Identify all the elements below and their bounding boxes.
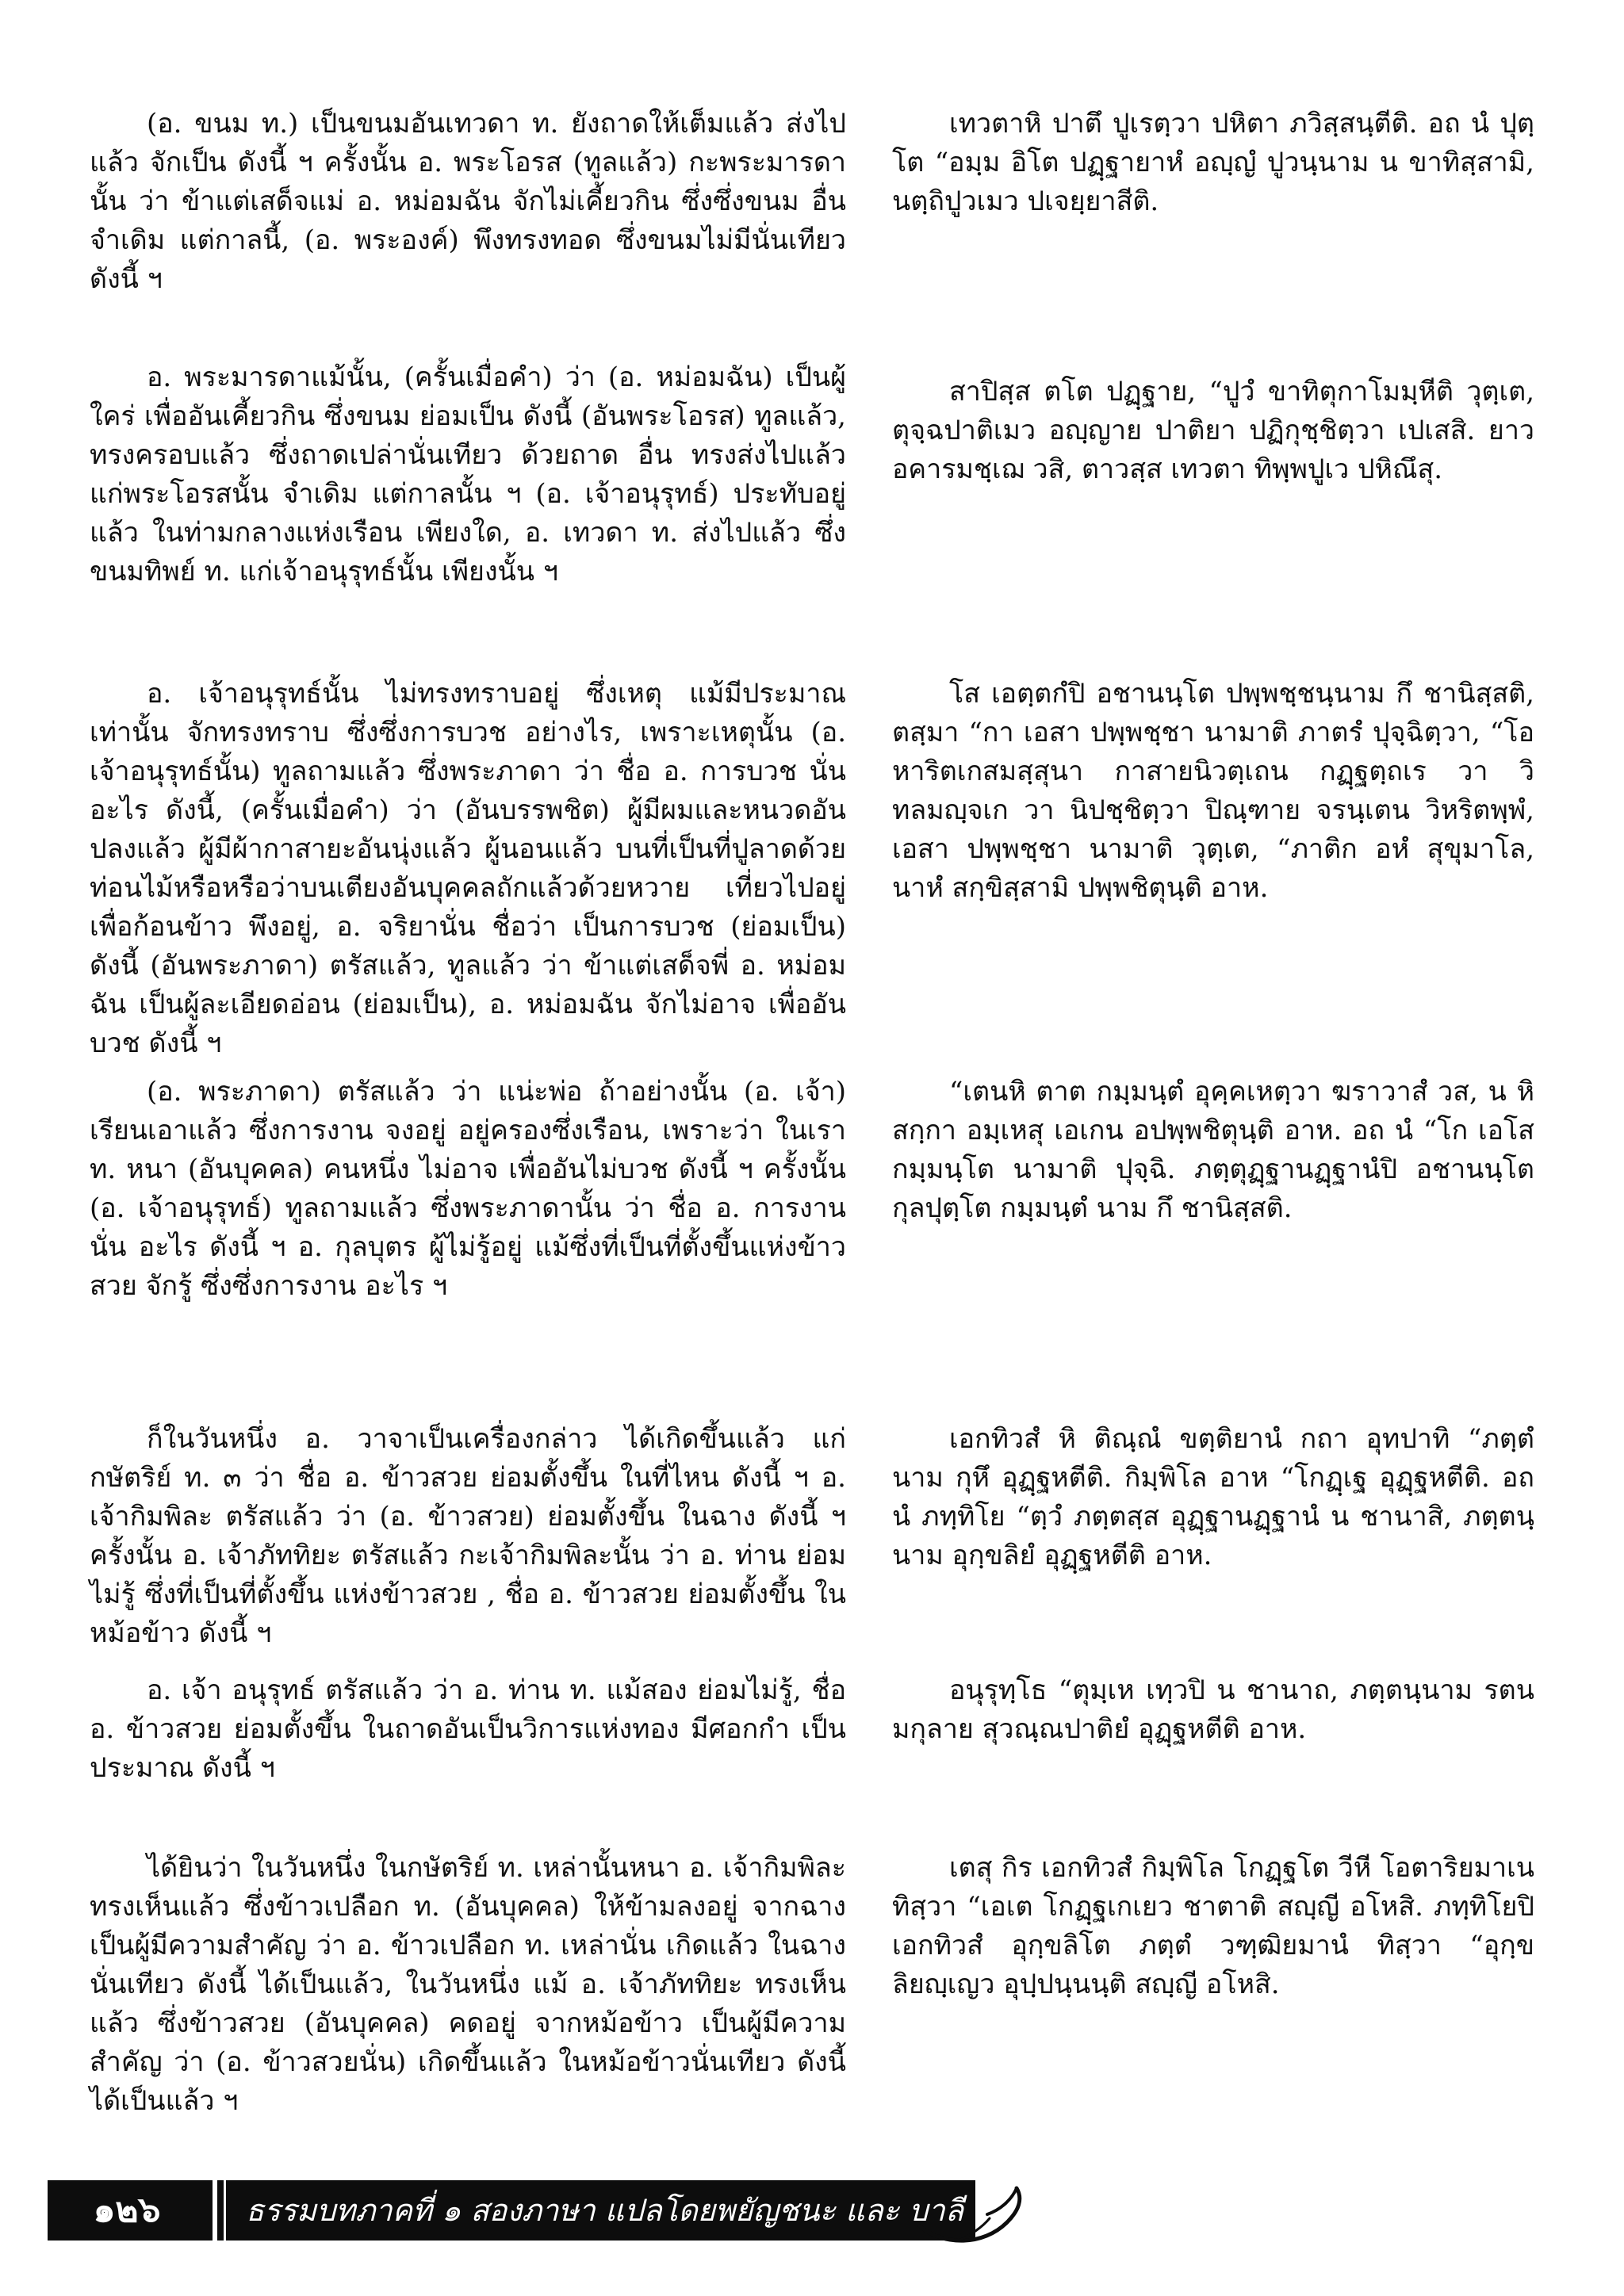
paragraph: อ. เจ้า อนุรุทธ์ ตรัสแล้ว ว่า อ. ท่าน ท. แม้สอง ย่อมไม่รู้, ชื่อ อ. ข้าวสวย ย่อมตั้งขึ้น ในถาดอันเป็นวิการแห่งทอง มีศอกกำ เป็นประมาณ ดังนี้ ฯ <box>90 1674 846 1784</box>
ornament-icon <box>912 2179 1031 2250</box>
paragraph: โส เอตฺตกํปิ อชานนฺโต ปพฺพชฺชนฺนาม กึ ชานิสฺสติ, ตสฺมา “กา เอสา ปพฺพชฺชา นามาติ ภาตรํ ปุจฺฉิตฺวา, “โอหาริตเกสมสฺสุนา กาสายนิวตฺเถน กฏฺฐตฺถเร วา วิทลมญฺจเก วา นิปชฺชิตฺวา ปิณฺฑาย จรนฺเตน วิหริตพฺพํ, เอสา ปพฺพชฺชา นามาติ วุตฺเต, “ภาติก อหํ สุขุมาโล, นาหํ สกฺขิสฺสามิ ปพฺพชิตุนฺติ อาห. <box>892 678 1534 904</box>
paragraph: สาปิสฺส ตโต ปฏฺฐาย, “ปูวํ ขาทิตุกาโมมฺหีติ วุตฺเต, ตุจฺฉปาติเมว อญฺญาย ปาติยา ปฏิกุชฺชิตฺวา เปเสสิ. ยาว อคารมชฺเฌ วสิ, ตาวสฺส เทวตา ทิพฺพปูเว ปหิณึสุ. <box>892 376 1534 485</box>
page-number: ๑๒๖ <box>93 2190 161 2230</box>
running-title: ธรรมบทภาคที่ ๑ สองภาษา แปลโดยพยัญชนะ และ บาลี <box>246 2193 964 2228</box>
paragraph: ก็ในวันหนึ่ง อ. วาจาเป็นเครื่องกล่าว ได้เกิดขึ้นแล้ว แก่กษัตริย์ ท. ๓ ว่า ชื่อ อ. ข้าวสวย ย่อมตั้งขึ้น ในที่ไหน ดังนี้ ฯ อ. เจ้ากิมพิละ ตรัสแล้ว ว่า (อ. ข้าวสวย) ย่อมตั้งขึ้น ในฉาง ดังนี้ ฯ ครั้งนั้น อ. เจ้าภัททิยะ ตรัสแล้ว กะเจ้ากิมพิละนั้น ว่า อ. ท่าน ย่อมไม่รู้ ซึ่งที่เป็นที่ตั้งขึ้น แห่งข้าวสวย , ชื่อ อ. ข้าวสวย ย่อมตั้งขึ้น ในหม้อข้าว ดังนี้ ฯ <box>90 1423 846 1649</box>
paragraph: อนุรุทฺโธ “ตุมฺเห เทฺวปิ น ชานาถ, ภตฺตนฺนาม รตนมกุลาย สุวณฺณปาติยํ อุฏฺฐหตีติ อาห. <box>892 1674 1534 1745</box>
paragraph: ได้ยินว่า ในวันหนึ่ง ในกษัตริย์ ท. เหล่านั้นหนา อ. เจ้ากิมพิละ ทรงเห็นแล้ว ซึ่งข้าวเปลือก ท. (อันบุคคล) ให้ข้ามลงอยู่ จากฉาง เป็นผู้มีความสำคัญ ว่า อ. ข้าวเปลือก ท. เหล่านั่น เกิดแล้ว ในฉาง นั่นเทียว ดังนี้ ได้เป็นแล้ว, ในวันหนึ่ง แม้ อ. เจ้าภัททิยะ ทรงเห็นแล้ว ซึ่งข้าวสวย (อันบุคคล) คดอยู่ จากหม้อข้าว เป็นผู้มีความสำคัญ ว่า (อ. ข้าวสวยนั่น) เกิดขึ้นแล้ว ในหม้อข้าวนั่นเทียว ดังนี้ ได้เป็นแล้ว ฯ <box>90 1852 846 2117</box>
footer-divider <box>224 2180 226 2241</box>
paragraph: อ. เจ้าอนุรุทธ์นั้น ไม่ทรงทราบอยู่ ซึ่งเหตุ แม้มีประมาณเท่านั้น จักทรงทราบ ซึ่งซึ่งการบวช อย่างไร, เพราะเหตุนั้น (อ. เจ้าอนุรุทธ์นั้น) ทูลถามแล้ว ซึ่งพระภาดา ว่า ชื่อ อ. การบวช นั่น อะไร ดังนี้, (ครั้นเมื่อคำ) ว่า (อันบรรพชิต) ผู้มีผมและหนวดอันปลงแล้ว ผู้มีผ้ากาสายะอันนุ่งแล้ว ผู้นอนแล้ว บนที่เป็นที่ปูลาดด้วยท่อนไม้หรือหรือว่าบนเตียงอันบุคคลถักแล้วด้วยหวาย เที่ยวไปอยู่ เพื่อก้อนข้าว พึงอยู่, อ. จริยานั่น ชื่อว่า เป็นการบวช (ย่อมเป็น) ดังนี้ (อันพระภาดา) ตรัสแล้ว, ทูลแล้ว ว่า ข้าแต่เสด็จพี่ อ. หม่อมฉัน เป็นผู้ละเอียดอ่อน (ย่อมเป็น), อ. หม่อมฉัน จักไม่อาจ เพื่ออันบวช ดังนี้ ฯ <box>90 678 847 1059</box>
paragraph: (อ. พระภาดา) ตรัสแล้ว ว่า แน่ะพ่อ ถ้าอย่างนั้น (อ. เจ้า) เรียนเอาแล้ว ซึ่งการงาน จงอยู่ อยู่ครองซึ่งเรือน, เพราะว่า ในเรา ท. หนา (อันบุคคล) คนหนึ่ง ไม่อาจ เพื่ออันไม่บวช ดังนี้ ฯ ครั้งนั้น (อ. เจ้าอนุรุทธ์) ทูลถามแล้ว ซึ่งพระภาดานั้น ว่า ชื่อ อ. การงาน นั่น อะไร ดังนี้ ฯ อ. กุลบุตร ผู้ไม่รู้อยู่ แม้ซึ่งที่เป็นที่ตั้งขึ้นแห่งข้าวสวย จักรู้ ซึ่งซึ่งการงาน อะไร ฯ <box>90 1076 846 1302</box>
paragraph: (อ. ขนม ท.) เป็นขนมอันเทวดา ท. ยังถาดให้เต็มแล้ว ส่งไปแล้ว จักเป็น ดังนี้ ฯ ครั้งนั้น อ. พระโอรส (ทูลแล้ว) กะพระมารดานั้น ว่า ข้าแต่เสด็จแม่ อ. หม่อมฉัน จักไม่เคี้ยวกิน ซึ่งซึ่งขนม อื่น จำเดิม แต่กาลนี้, (อ. พระองค์) พึงทรงทอด ซึ่งขนมไม่มีนั่นเทียว ดังนี้ ฯ <box>90 108 846 295</box>
paragraph: เตสุ กิร เอกทิวสํ กิมฺพิโล โกฏฺฐโต วีหี โอตาริยมาเน ทิสฺวา “เอเต โกฏฺฐเกเยว ชาตาติ สญฺญี อโหสิ. ภทฺทิโยปิ เอกทิวสํ อุกฺขลิโต ภตฺตํ วฑฺฒิยมานํ ทิสฺวา “อุกฺขลิยญฺเญว อุปฺปนฺนนฺติ สญฺญี อโหสิ. <box>892 1852 1534 2000</box>
paragraph: อ. พระมารดาแม้นั้น, (ครั้นเมื่อคำ) ว่า (อ. หม่อมฉัน) เป็นผู้ใคร่ เพื่ออันเคี้ยวกิน ซึ่งขนม ย่อมเป็น ดังนี้ (อันพระโอรส) ทูลแล้ว, ทรงครอบแล้ว ซึ่งถาดเปล่านั่นเทียว ด้วยถาด อื่น ทรงส่งไปแล้ว แก่พระโอรสนั้น จำเดิม แต่กาลนั้น ฯ (อ. เจ้าอนุรุทธ์) ประทับอยู่แล้ว ในท่ามกลางแห่งเรือน เพียงใด, อ. เทวดา ท. ส่งไปแล้ว ซึ่งขนมทิพย์ ท. แก่เจ้าอนุรุทธ์นั้น เพียงนั้น ฯ <box>90 362 846 587</box>
page-footer <box>0 2172 1624 2260</box>
paragraph: เอกทิวสํ หิ ติณฺณํ ขตฺติยานํ กถา อุทปาทิ “ภตฺตํ นาม กุหึ อุฏฺฐหตีติ. กิมฺพิโล อาห “โกฏฺเฐ อุฏฺฐหตีติ. อถ นํ ภทฺทิโย “ตฺวํ ภตฺตสฺส อุฏฺฐานฏฺฐานํ น ชานาสิ, ภตฺตนฺนาม อุกฺขลิยํ อุฏฺฐหตีติ อาห. <box>892 1423 1534 1571</box>
paragraph: “เตนหิ ตาต กมฺมนฺตํ อุคฺคเหตฺวา ฆราวาสํ วส, น หิ สกฺกา อมฺเหสุ เอเกน อปพฺพชิตุนฺติ อาห. อถ นํ “โก เอโส กมฺมนฺโต นามาติ ปุจฺฉิ. ภตฺตุฏฺฐานฏฺฐานํปิ อชานนฺโต กุลปุตฺโต กมฺมนฺตํ นาม กึ ชานิสฺสติ. <box>892 1076 1534 1224</box>
paragraph: เทวตาหิ ปาตึ ปูเรตฺวา ปหิตา ภวิสฺสนฺตีติ. อถ นํ ปุตฺโต “อมฺม อิโต ปฏฺฐายาหํ อญฺญํ ปูวนฺนาม น ขาทิสฺสามิ, นตฺถิปูวเมว ปเจยฺยาสีติ. <box>892 108 1534 217</box>
footer-divider <box>213 2180 217 2241</box>
